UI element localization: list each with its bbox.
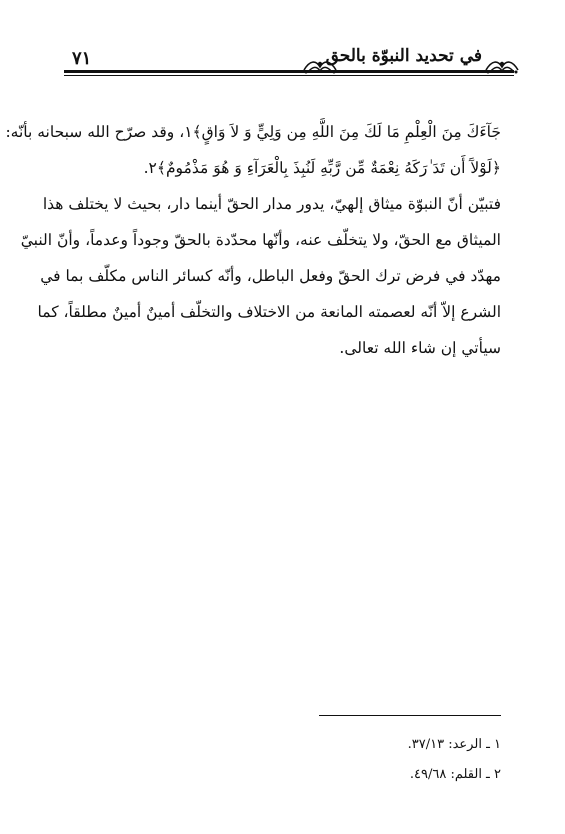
footnote-separator bbox=[319, 715, 501, 716]
text-line: فتبيّن أنّ النبوّة ميثاق إلهيّ، يدور مدار الحقّ أينما دار، بحيث لا يختلف هذا bbox=[42, 195, 501, 213]
page-header bbox=[64, 46, 514, 80]
text-line: ﴿لَوْلآَ أَن تَدَ ٰرَكَهُ نِعْمَةٌ مِّن رَّبِّهِ لَنُبِذَ بِالْعَرَآءِ وَ هُوَ مَذْمُومٌ﴾٢. bbox=[143, 159, 501, 177]
main-text bbox=[5, 114, 501, 366]
footnotes bbox=[61, 730, 501, 790]
text-line: الشرع إلاّ أنّه لعصمته المانعة من الاختلاف والتخلّف أمينٌ أمينٌ مطلقاً، كما bbox=[37, 303, 501, 321]
page-number: ٧١ bbox=[72, 48, 92, 69]
text-line: مهدّد في فرض ترك الحقّ وفعل الباطل، وأنّه كسائر الناس مكلّف بما في bbox=[40, 267, 501, 285]
text-line: جَآءَكَ مِنَ الْعِلْمِ مَا لَكَ مِنَ اللَّهِ مِن وَلِيٍّ وَ لاَ وَاقٍ﴾١، وقد صرّح الله سبحانه بأنّه: bbox=[5, 123, 501, 141]
text-line: الميثاق مع الحقّ، ولا يتخلّف عنه، وأنّها محدّدة بالحقّ وجوداً وعدماً، وأنّ النبيّ bbox=[20, 231, 501, 249]
running-title: في تحديد النبوّة بالحق bbox=[325, 46, 482, 66]
header-rule-thin bbox=[64, 75, 514, 76]
text-line: سيأتي إن شاء الله تعالى. bbox=[339, 339, 501, 357]
footnote: ١ ـ الرعد: ٣٧/١٣. bbox=[407, 737, 501, 752]
header-rule bbox=[64, 70, 514, 73]
footnote: ٢ ـ القلم: ٤٩/٦٨. bbox=[409, 767, 501, 782]
